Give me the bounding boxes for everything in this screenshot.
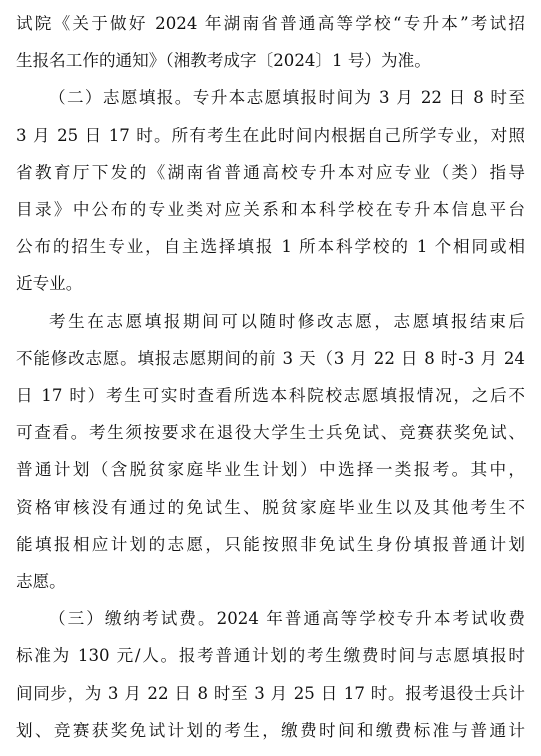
text-line: 普通计划（含脱贫家庭毕业生计划）中选择一类报考。其中， — [16, 460, 525, 480]
text-line: 公布的招生专业，自主选择填报 1 所本科学校的 1 个相同或相 — [16, 237, 525, 257]
text-line: 划、竞赛获奖免试计划的考生，缴费时间和缴费标准与普通计 — [16, 720, 525, 740]
text-line: 目录》中公布的专业类对应关系和本科学校在专升本信息平台 — [16, 200, 525, 219]
text-line: 标准为 130 元/人。报考普通计划的考生缴费时间与志愿填报时 — [16, 646, 525, 666]
text-line: 近专业。 — [16, 274, 83, 294]
text-line: 试院《关于做好 2024 年湖南省普通高等学校“专升本”考试招 — [16, 14, 525, 33]
text-line: 日 17 时）考生可实时查看所选本科院校志愿填报情况，之后不 — [16, 386, 525, 405]
text-line: 3 月 25 日 17 时。所有考生在此时间内根据自己所学专业，对照 — [16, 125, 525, 145]
text-line: 省教育厅下发的《湖南省普通高校专升本对应专业（类）指导 — [16, 162, 525, 182]
text-line: 志愿。 — [16, 572, 66, 591]
text-line: 不能修改志愿。填报志愿期间的前 3 天（3 月 22 日 8 时-3 月 24 — [16, 348, 525, 368]
text-line: （二）志愿填报。专升本志愿填报时间为 3 月 22 日 8 时至 — [49, 88, 525, 108]
text-line: 考生在志愿填报期间可以随时修改志愿，志愿填报结束后 — [49, 311, 525, 331]
text-line: 可查看。考生须按要求在退役大学生士兵免试、竞赛获奖免试、 — [16, 423, 525, 443]
text-line: 能填报相应计划的志愿，只能按照非免试生身份填报普通计划 — [16, 534, 525, 554]
text-line: （三）缴纳考试费。2024 年普通高等学校专升本考试收费 — [49, 609, 525, 629]
text-line: 间同步，为 3 月 22 日 8 时至 3 月 25 日 17 时。报考退役士兵计 — [16, 683, 525, 703]
text-line: 资格审核没有通过的免试生、脱贫家庭毕业生以及其他考生不 — [16, 497, 525, 517]
text-line: 生报名工作的通知》（湘教考成字〔2024〕1 号）为准。 — [16, 51, 431, 71]
